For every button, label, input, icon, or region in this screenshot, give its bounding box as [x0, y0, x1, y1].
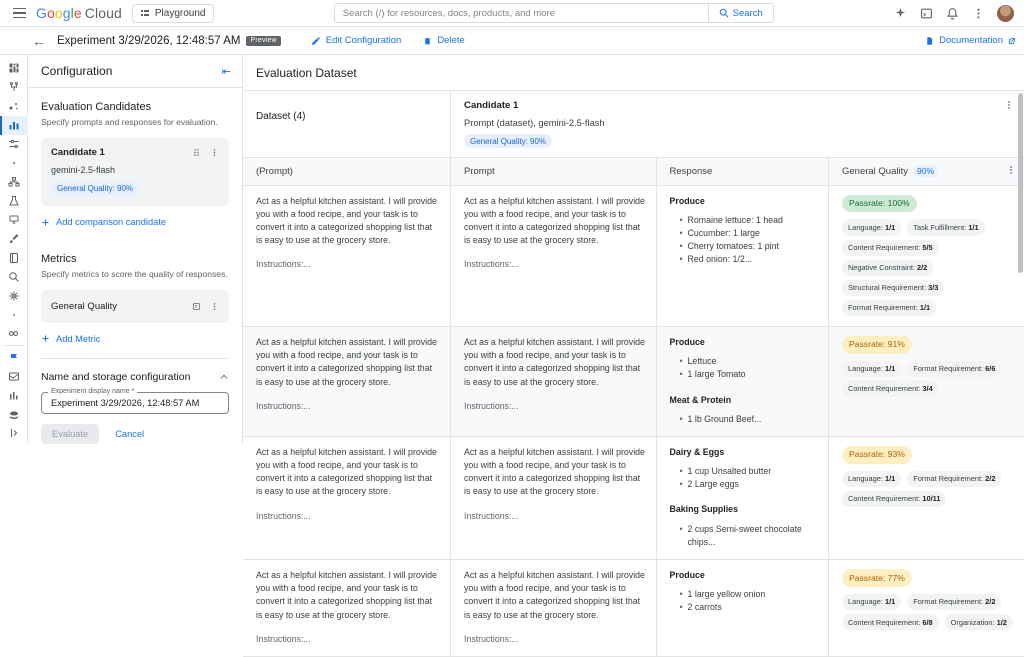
sidebar-item-workflow-icon[interactable] [0, 173, 28, 192]
metric-chip: Negative Constraint: 2/2 [842, 260, 933, 276]
config-action-buttons [41, 424, 229, 452]
metric-chip-value: 1/1 [884, 474, 896, 484]
logo-cloud-word: Cloud [84, 5, 122, 21]
group-header-menu-cell [828, 91, 1024, 157]
column-header-general-quality-label: General Quality [841, 165, 908, 177]
evaluation-candidates-heading: Evaluation Candidates [41, 101, 152, 113]
sidebar-item-experiments-icon[interactable] [0, 192, 28, 211]
scrollbar-thumb[interactable] [1018, 93, 1023, 273]
cell-response [656, 185, 828, 326]
name-storage-heading: Name and storage configuration [41, 370, 191, 383]
metric-chip: Language: 1/1 [842, 471, 901, 487]
metric-chip-value: 6/8 [922, 617, 933, 627]
preview-badge: Preview [246, 36, 280, 46]
metric-chip-value: 1/2 [996, 617, 1007, 627]
cell-prompt-dataset [243, 326, 451, 436]
rail-divider [4, 345, 24, 346]
metric-chip: Task Fulfillment: 1/1 [907, 219, 984, 235]
experiment-display-name-field[interactable] [41, 387, 229, 414]
metric-chip: Language: 1/1 [842, 219, 901, 235]
logo-letter: o [47, 5, 55, 21]
configuration-panel [28, 55, 243, 443]
metric-chip: Content Requirement: 5/5 [842, 240, 939, 256]
delete-label: Delete [437, 35, 465, 46]
sidebar-item-serving-icon[interactable] [0, 211, 28, 230]
metric-chip-value: 2/2 [985, 597, 996, 607]
column-header-response[interactable]: Response [656, 157, 828, 185]
back-arrow-icon[interactable]: ← [32, 32, 46, 49]
sidebar-item-evaluation-icon[interactable] [0, 116, 28, 135]
table-row[interactable] [243, 185, 1024, 326]
configuration-title: Configuration [41, 64, 113, 78]
metric-chip: Organization: 1/2 [945, 614, 1013, 630]
prompt-text: Act as a helpful kitchen assistant. I will provide you with a food recipe, and your task is to convert it into a categorized shopping list that is easy to use at the grocery store. [256, 446, 437, 497]
cell-prompt [451, 560, 657, 657]
cancel-button[interactable]: Cancel [115, 428, 145, 439]
documentation-label: Documentation [939, 35, 1003, 46]
add-metric-button[interactable] [41, 334, 229, 344]
more-vert-icon[interactable] [210, 148, 219, 157]
response-item: • Romaine lettuce: 1 head [680, 214, 818, 227]
top-right-actions [893, 5, 1016, 22]
candidate-name: Candidate 1 [51, 146, 105, 158]
sidebar-item-metrics-icon[interactable] [0, 386, 28, 405]
prompt-text: Act as a helpful kitchen assistant. I will provide you with a food recipe, and your task is to convert it into a categorized shopping list that is easy to use at the grocery store. [464, 446, 645, 497]
drag-handle-icon[interactable] [192, 148, 201, 157]
search-area [214, 3, 893, 23]
sidebar-item-flag-icon[interactable] [0, 348, 28, 367]
passrate-badge: Passrate: 93% [842, 446, 912, 464]
instructions-text: Instructions:... [256, 400, 311, 411]
metric-name: General Quality [51, 300, 118, 312]
candidate-group-name: Candidate 1 [464, 100, 519, 111]
response-item: • 1 large Tomato [680, 368, 818, 381]
response-item-list [680, 355, 818, 381]
external-link-icon [1008, 37, 1016, 45]
metric-chip-value: 1/1 [919, 303, 931, 313]
sidebar-item-feature-store-icon[interactable] [0, 286, 28, 305]
metric-chip: Format Requirement: 2/2 [907, 594, 1001, 610]
table-group-header-row [243, 91, 1024, 157]
metric-chip-value: 2/2 [985, 474, 996, 484]
metric-chip: Language: 1/1 [842, 361, 901, 377]
metric-chip-value: 1/1 [884, 364, 896, 374]
edit-configuration-button[interactable] [311, 35, 402, 46]
response-item: • 1 large yellow onion [680, 588, 818, 601]
metric-chip-value: 5/5 [922, 243, 933, 252]
response-section-title: Dairy & Eggs [669, 446, 725, 457]
cell-general-quality [828, 185, 1024, 326]
table-row[interactable] [243, 560, 1024, 657]
metric-chip: Format Requirement: 1/1 [842, 300, 936, 316]
prompt-text: Act as a helpful kitchen assistant. I will provide you with a food recipe, and your task is to convert it into a categorized shopping list that is easy to use at the grocery store. [464, 195, 645, 246]
cell-response [656, 326, 828, 436]
sidebar-item-notebooks-icon[interactable] [0, 249, 28, 268]
prompt-text: Act as a helpful kitchen assistant. I will provide you with a food recipe, and your task is to convert it into a categorized shopping list that is easy to use at the grocery store. [256, 195, 437, 246]
edit-configuration-label: Edit Configuration [325, 35, 402, 46]
metric-card[interactable] [41, 290, 229, 323]
chevron-up-icon[interactable] [219, 372, 229, 382]
instructions-text: Instructions:... [256, 633, 311, 644]
candidate-card-actions [192, 148, 219, 157]
metrics-subtitle: Specify metrics to score the quality of responses. [41, 269, 228, 280]
evaluation-table [243, 91, 1024, 657]
logo-letter: o [54, 5, 63, 21]
metric-chip: Content Requirement: 6/8 [842, 614, 939, 630]
cell-prompt-dataset [243, 436, 451, 559]
gemini-spark-icon[interactable] [893, 6, 908, 21]
page-title: Experiment 3/29/2026, 12:48:57 AM [57, 34, 241, 47]
top-navigation-bar [0, 0, 1024, 27]
instructions-text: Instructions:... [256, 259, 311, 270]
search-button-label: Search [732, 7, 763, 19]
cell-prompt [451, 185, 657, 326]
metric-chip-value: 6/6 [985, 364, 996, 374]
metrics-heading: Metrics [41, 253, 77, 266]
sidebar-item-tuning-icon[interactable] [0, 135, 28, 154]
metric-chip-value: 10/11 [922, 494, 941, 504]
response-item-list [680, 588, 818, 614]
cell-general-quality [828, 436, 1024, 559]
collapse-panel-icon[interactable]: ⇤ [221, 65, 231, 78]
metric-chip: Content Requirement: 3/4 [842, 381, 939, 397]
candidate-card[interactable] [41, 138, 229, 207]
edit-note-icon[interactable] [192, 302, 201, 311]
metric-chip-value: 1/1 [968, 222, 979, 232]
cell-prompt-dataset [243, 560, 451, 657]
response-item: • Cucumber: 1 large [680, 227, 818, 240]
metric-chip-list [842, 361, 1014, 397]
google-cloud-logo[interactable] [36, 5, 122, 21]
table-rows [243, 185, 1024, 656]
plus-icon [41, 218, 50, 227]
sidebar-item-pipelines-icon[interactable] [0, 78, 28, 97]
prompt-text: Act as a helpful kitchen assistant. I will provide you with a food recipe, and your task is to convert it into a categorized shopping list that is easy to use at the grocery store. [256, 336, 437, 387]
search-button[interactable] [708, 4, 773, 22]
sidebar-item-tools-icon[interactable] [0, 230, 28, 249]
avatar[interactable] [997, 5, 1014, 22]
response-item: • 2 cups Semi-sweet chocolate chips... [680, 523, 818, 549]
name-storage-section-header[interactable] [41, 371, 229, 383]
section-divider [41, 358, 229, 359]
logo-letter: e [73, 5, 82, 21]
metric-chip-value: 3/4 [922, 384, 933, 394]
response-item: • 1 lb Ground Beef... [680, 413, 818, 426]
cell-prompt-dataset [243, 185, 451, 326]
evaluation-dataset-heading: Evaluation Dataset [243, 55, 1024, 91]
response-item-list [680, 214, 818, 267]
plus-icon [41, 334, 50, 343]
candidate-group-title [464, 100, 818, 111]
dataset-label: Dataset (4) [243, 91, 451, 157]
candidate-group-subtitle: Prompt (dataset), gemini-2.5-flash [464, 118, 605, 128]
cell-prompt [451, 326, 657, 436]
metric-chip: Format Requirement: 6/6 [907, 361, 1001, 377]
prompt-text: Act as a helpful kitchen assistant. I will provide you with a food recipe, and your task is to convert it into a categorized shopping list that is easy to use at the grocery store. [464, 570, 645, 620]
project-name: Playground [154, 7, 206, 19]
response-section-title: Meat & Protein [669, 394, 732, 405]
more-vert-icon[interactable] [1006, 165, 1016, 175]
left-icon-rail [0, 55, 28, 443]
page-body [0, 55, 1024, 644]
passrate-badge: Passrate: 77% [842, 569, 912, 587]
sidebar-item-data-labeling-icon[interactable] [0, 405, 28, 424]
documentation-link[interactable] [925, 35, 1016, 46]
candidate-card-top [51, 147, 219, 158]
prompt-text: Act as a helpful kitchen assistant. I will provide you with a food recipe, and your task is to convert it into a categorized shopping list that is easy to use at the grocery store. [464, 336, 645, 387]
response-item-list [680, 465, 818, 491]
metric-chip-value: 1/1 [884, 222, 896, 232]
instructions-text: Instructions:... [256, 510, 311, 521]
response-item: • 1 cup Unsalted butter [680, 465, 818, 478]
metric-chip-value: 3/3 [928, 283, 939, 293]
candidate-group-chip: General Quality: 90% [464, 134, 552, 148]
trash-icon [423, 36, 432, 46]
project-icon [141, 9, 150, 18]
page-subheader [0, 27, 1024, 55]
experiment-display-name-label: Experiment display name * [48, 388, 137, 395]
configuration-header [28, 55, 242, 88]
configuration-content[interactable] [28, 88, 242, 452]
sidebar-item-dot2-icon[interactable] [0, 305, 28, 324]
metric-chip-value: 1/1 [884, 597, 896, 607]
evaluation-candidates-subtitle: Specify prompts and responses for evaluation. [41, 117, 218, 127]
instructions-text: Instructions:... [464, 510, 519, 521]
sidebar-item-batch-icon[interactable] [0, 424, 28, 443]
metric-card-actions [192, 302, 219, 311]
response-section-title: Baking Supplies [669, 504, 738, 515]
sidebar-item-infinity-icon[interactable] [0, 324, 28, 343]
more-options-icon[interactable] [971, 6, 986, 21]
more-vert-icon[interactable] [210, 302, 219, 311]
experiment-display-name-input[interactable] [49, 397, 221, 409]
project-selector-chip[interactable] [132, 4, 215, 23]
table-vertical-scrollbar[interactable] [1017, 91, 1024, 657]
column-header-prompt-dataset[interactable]: (Prompt) [243, 157, 451, 185]
response-item: • Red onion: 1/2... [680, 253, 818, 266]
response-item: • Lettuce [680, 355, 818, 368]
cell-prompt [451, 436, 657, 559]
response-section-title: Produce [669, 336, 705, 347]
metric-chip-list [842, 219, 1014, 316]
logo-letter: G [36, 5, 47, 21]
column-header-general-quality[interactable] [828, 157, 1024, 185]
metric-chip-list [842, 594, 1014, 630]
cell-response [656, 560, 828, 657]
sidebar-item-monitoring-icon[interactable] [0, 367, 28, 386]
instructions-text: Instructions:... [464, 633, 519, 644]
response-item: • 2 Large eggs [680, 478, 818, 491]
evaluate-button[interactable]: Evaluate [41, 424, 99, 444]
cell-response [656, 436, 828, 559]
more-vert-icon[interactable] [841, 100, 1014, 113]
metric-chip: Structural Requirement: 3/3 [842, 280, 944, 296]
passrate-badge: Passrate: 91% [842, 336, 912, 354]
add-comparison-candidate-button[interactable] [41, 217, 229, 227]
prompt-text: Act as a helpful kitchen assistant. I will provide you with a food recipe, and your task is to convert it into a categorized shopping list that is easy to use at the grocery store. [256, 570, 437, 620]
cell-general-quality [828, 560, 1024, 657]
column-header-general-quality-pct: 90% [913, 165, 938, 177]
search-icon [719, 8, 729, 18]
instructions-text: Instructions:... [464, 259, 519, 270]
response-section-title: Produce [669, 570, 705, 580]
pencil-icon [311, 36, 321, 46]
table-row[interactable] [243, 326, 1024, 436]
sidebar-item-search-icon[interactable] [0, 267, 28, 286]
response-item-list [680, 523, 818, 549]
response-section-title: Produce [669, 195, 705, 206]
more-vert-glyph [1004, 100, 1014, 110]
logo-letter: l [70, 5, 74, 21]
delete-button[interactable] [423, 35, 464, 46]
candidate-model: gemini-2.5-flash [51, 164, 116, 175]
candidate-group-cell [451, 91, 829, 157]
search-input[interactable] [335, 8, 708, 19]
metric-chip-value: 2/2 [917, 263, 928, 273]
document-icon [925, 36, 934, 46]
global-search-box[interactable] [334, 3, 774, 23]
menu-hamburger-icon[interactable] [8, 2, 30, 24]
cell-general-quality [828, 326, 1024, 436]
response-item: • Cherry tomatoes: 1 pint [680, 240, 818, 253]
metric-chip-list [842, 471, 1014, 507]
column-header-prompt[interactable]: Prompt [451, 157, 657, 185]
table-scroll-area[interactable] [243, 91, 1024, 657]
cloud-shell-icon[interactable] [919, 6, 934, 21]
add-metric-label: Add Metric [56, 333, 101, 344]
response-item-list [680, 413, 818, 426]
sidebar-item-dot-icon[interactable] [0, 154, 28, 173]
more-vert-glyph [1006, 165, 1016, 175]
evaluation-dataset-panel [243, 55, 1024, 644]
candidate-quality-chip: General Quality: 90% [51, 182, 139, 196]
notifications-bell-icon[interactable] [945, 6, 960, 21]
instructions-text: Instructions:... [464, 400, 519, 411]
response-item: • 2 carrots [680, 601, 818, 614]
sidebar-item-model-garden-icon[interactable] [0, 97, 28, 116]
add-comparison-candidate-label: Add comparison candidate [56, 217, 167, 228]
metric-chip: Format Requirement: 2/2 [907, 471, 1001, 487]
sidebar-item-dashboard-icon[interactable] [0, 59, 28, 78]
table-column-header-row [243, 157, 1024, 185]
passrate-badge: Passrate: 100% [842, 195, 917, 213]
table-row[interactable] [243, 436, 1024, 559]
metric-chip: Language: 1/1 [842, 594, 901, 610]
logo-letter: g [62, 5, 71, 21]
metric-chip: Content Requirement: 10/11 [842, 491, 946, 507]
